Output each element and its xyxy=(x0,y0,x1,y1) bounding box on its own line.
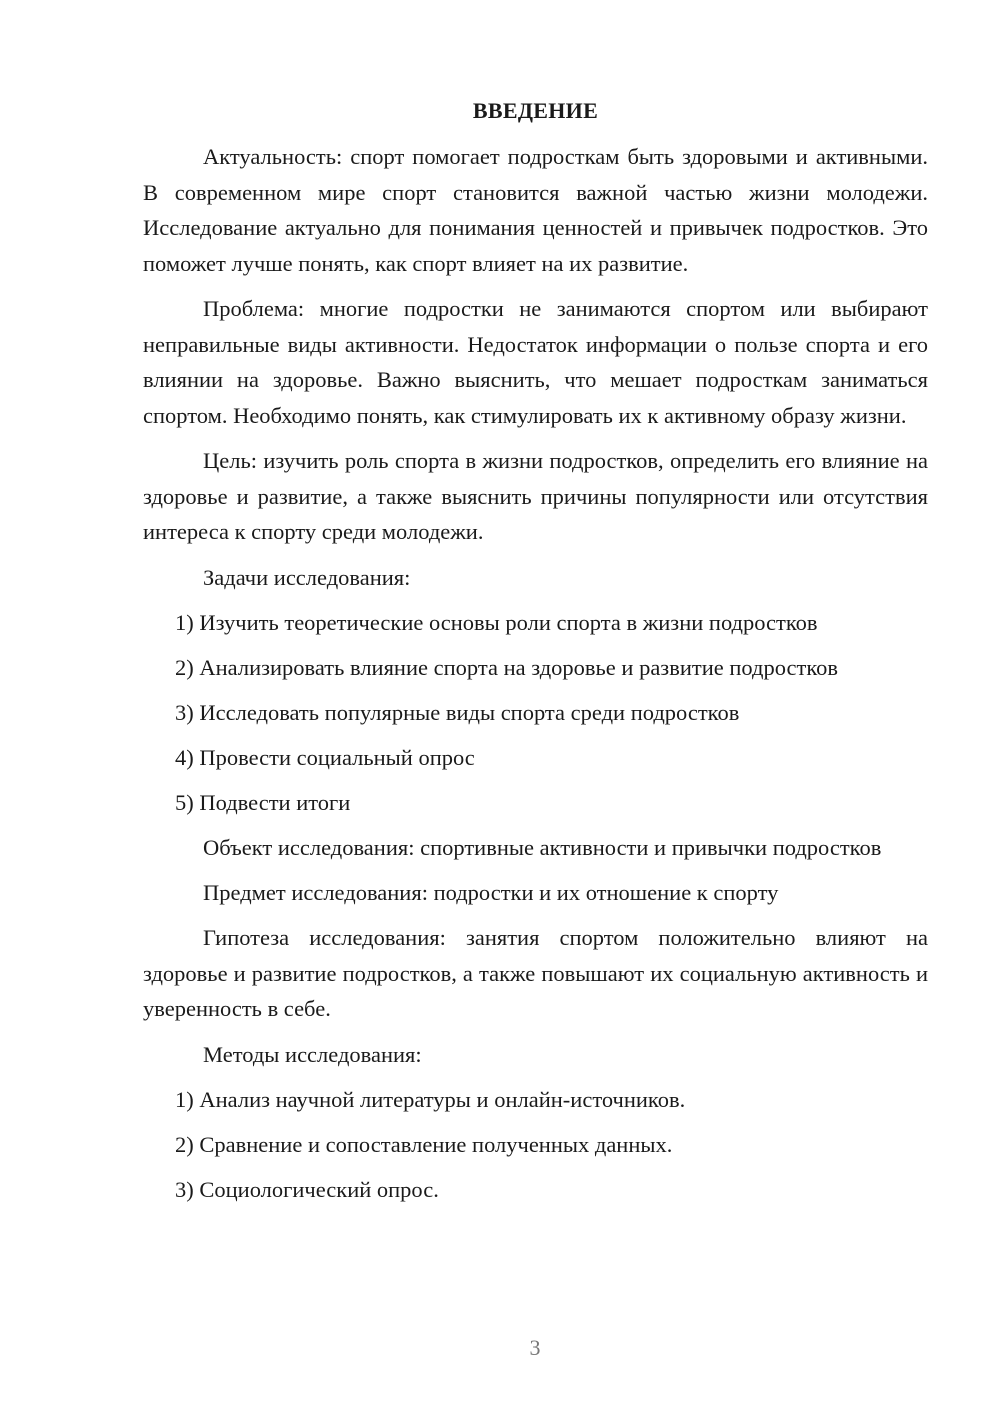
goal-paragraph: Цель: изучить роль спорта в жизни подростков, определить его влияние на здоровье и развитие, а также выяснить причины популярности или отсутствия интереса к спорту среди молодежи. xyxy=(143,448,928,544)
subject-paragraph: Предмет исследования: подростки и их отношение к спорту xyxy=(203,880,779,905)
section-heading: ВВЕДЕНИЕ xyxy=(472,98,599,123)
methods-title: Методы исследования: xyxy=(203,1041,422,1067)
list-item: 2) Анализировать влияние спорта на здоровье и развитие подростков xyxy=(175,654,838,680)
list-item: 4) Провести социальный опрос xyxy=(175,744,475,770)
list-item: 3) Социологический опрос. xyxy=(175,1176,439,1202)
hypothesis-paragraph: Гипотеза исследования: занятия спортом положительно влияют на здоровье и развитие подростков, а также повышают их социальную активность и уверенность в себе. xyxy=(143,925,928,1021)
document-page xyxy=(143,94,928,1217)
list-item: 3) Исследовать популярные виды спорта среди подростков xyxy=(175,699,740,725)
list-item: 1) Изучить теоретические основы роли спорта в жизни подростков xyxy=(175,609,818,635)
list-item: 1) Анализ научной литературы и онлайн-источников. xyxy=(175,1086,686,1112)
list-item: 5) Подвести итоги xyxy=(175,789,351,815)
methods-list xyxy=(143,1082,928,1207)
list-item: 2) Сравнение и сопоставление полученных данных. xyxy=(175,1131,673,1157)
object-paragraph: Объект исследования: спортивные активности и привычки подростков xyxy=(203,834,882,860)
tasks-title: Задачи исследования: xyxy=(203,564,411,590)
tasks-list xyxy=(143,605,928,820)
page-number: 3 xyxy=(529,1335,541,1360)
actuality-paragraph: Актуальность: спорт помогает подросткам быть здоровыми и активными. В современном мире спорт становится важной частью жизни молодежи. Исследование актуально для понимания ценностей и привычек подростков. Это поможет лучше понять, как спорт влияет на их развитие. xyxy=(143,144,928,276)
problem-paragraph: Проблема: многие подростки не занимаются спортом или выбирают неправильные виды активности. Недостаток информации о пользе спорта и его влиянии на здоровье. Важно выяснить, что мешает подросткам заниматься спортом. Необходимо понять, как стимулировать их к активному образу жизни. xyxy=(143,296,928,428)
